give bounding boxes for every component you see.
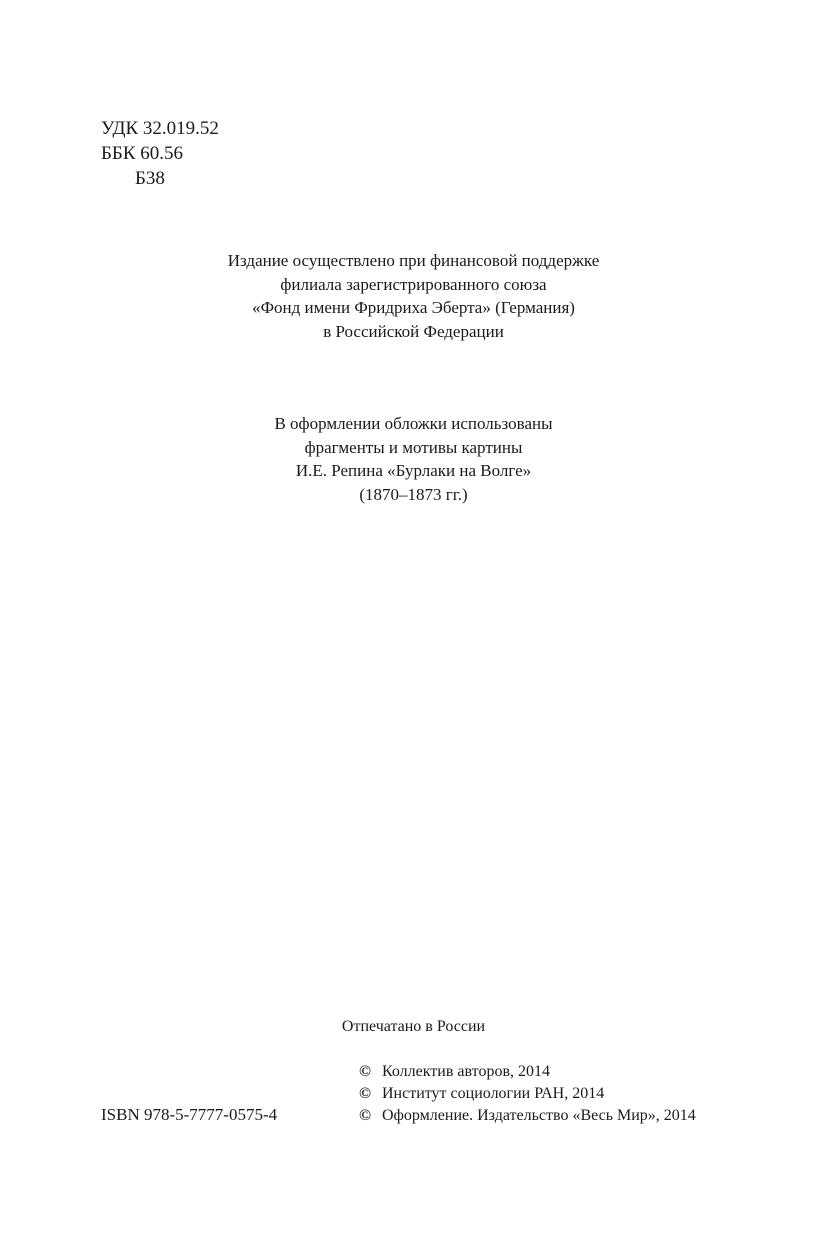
cover-design-note xyxy=(0,412,827,506)
udk-code: УДК 32.019.52 xyxy=(101,118,219,139)
copyright-line xyxy=(359,1061,696,1083)
cover-note-line: В оформлении обложки использованы xyxy=(274,414,553,433)
copyright-line xyxy=(359,1105,696,1127)
support-line: Издание осуществлено при финансовой поддержке xyxy=(227,251,600,270)
bbk-code: ББК 60.56 xyxy=(101,143,183,164)
copyright-list xyxy=(359,1061,696,1127)
isbn-number: ISBN 978-5-7777-0575-4 xyxy=(101,1105,278,1124)
copyright-symbol: © xyxy=(359,1085,371,1102)
copyright-symbol: © xyxy=(359,1107,371,1124)
printed-in-note: Отпечатано в России xyxy=(341,1018,486,1035)
support-line: филиала зарегистрированного союза xyxy=(280,274,547,294)
cover-note-line: (1870–1873 гг.) xyxy=(359,484,468,504)
author-mark: Б38 xyxy=(135,168,165,189)
classification-codes xyxy=(101,116,219,191)
copyright-line xyxy=(359,1083,696,1105)
copyright-text: Институт социологии РАН, 2014 xyxy=(382,1085,605,1102)
copyright-text: Коллектив авторов, 2014 xyxy=(382,1063,550,1080)
support-line: в Российской Федерации xyxy=(323,321,504,341)
cover-note-line: И.Е. Репина «Бурлаки на Волге» xyxy=(295,461,532,480)
financial-support-note xyxy=(0,249,827,343)
copyright-text: Оформление. Издательство «Весь Мир», 2014 xyxy=(382,1107,696,1124)
support-line: «Фонд имени Фридриха Эберта» (Германия) xyxy=(252,298,575,317)
cover-note-line: фрагменты и мотивы картины xyxy=(304,437,523,457)
copyright-symbol: © xyxy=(359,1063,371,1080)
